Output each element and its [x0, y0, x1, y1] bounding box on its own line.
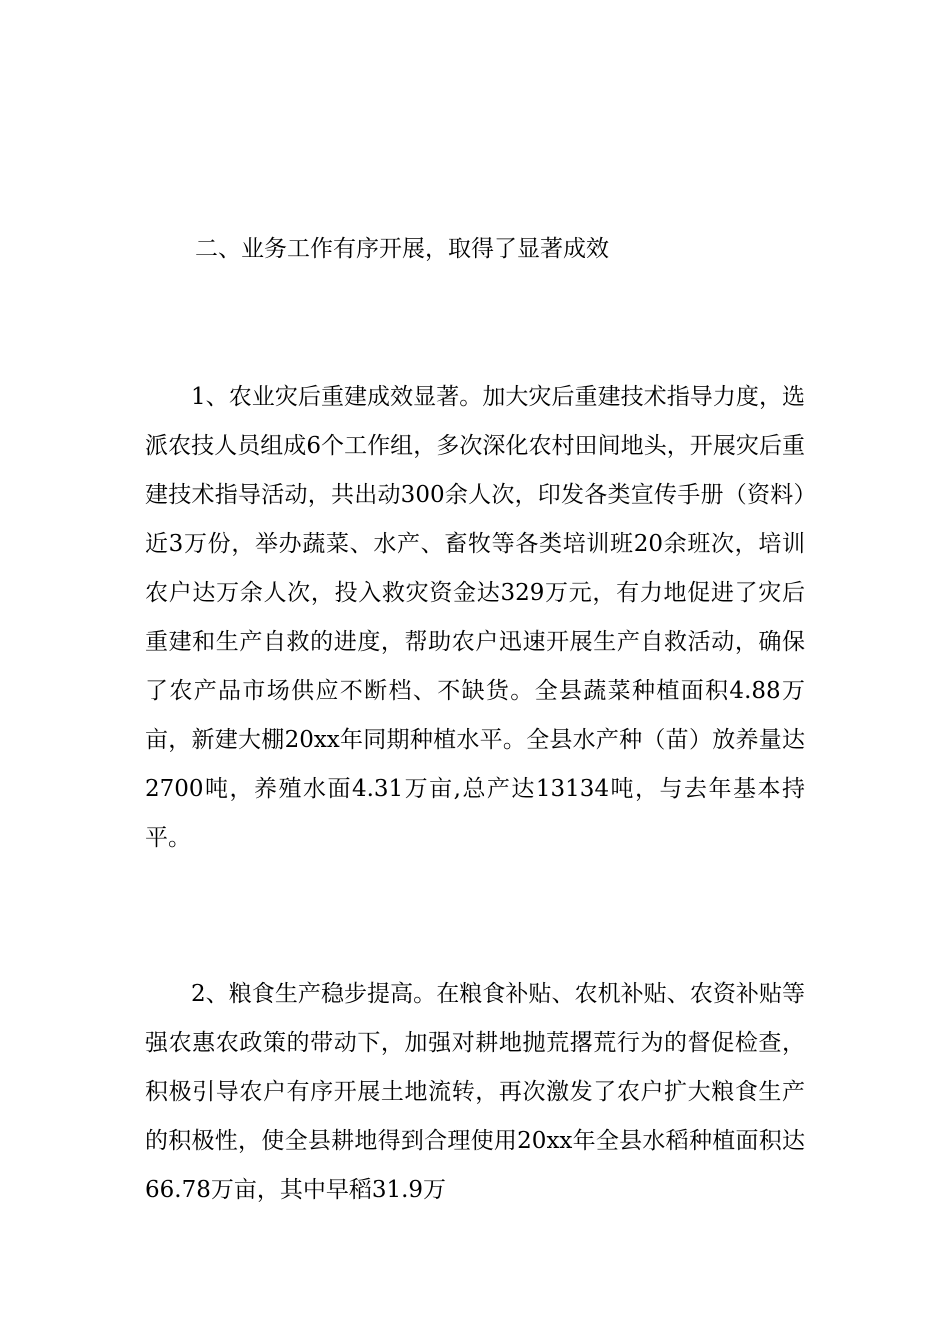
paragraph-agricultural-reconstruction: 1、农业灾后重建成效显著。加大灾后重建技术指导力度，选派农技人员组成6个工作组，多次深化农村田间地头，开展灾后重建技术指导活动，共出动300余人次，印发各类宣传手册（资料）近3万份，举办蔬菜、水产、畜牧等各类培训班20余班次，培训农户达万余人次，投入救灾资金达329万元，有力地促进了灾后重建和生产自救的进度，帮助农户迅速开展生产自救活动，确保了农产品市场供应不断档、不缺货。全县蔬菜种植面积4.88万亩，新建大棚20xx年同期种植水平。全县水产种（苗）放养量达2700吨，养殖水面4.31万亩,总产达13134吨，与去年基本持平。 [145, 384, 805, 851]
paragraph-grain-production: 2、粮食生产稳步提高。在粮食补贴、农机补贴、农资补贴等强农惠农政策的带动下，加强对耕地抛荒撂荒行为的督促检查，积极引导农户有序开展土地流转，再次激发了农户扩大粮食生产的积极性，使全县耕地得到合理使用20xx年全县水稻种植面积达66.78万亩，其中早稻31.9万 [145, 981, 805, 1203]
section-heading: 二、业务工作有序开展，取得了显著成效 [195, 236, 609, 262]
